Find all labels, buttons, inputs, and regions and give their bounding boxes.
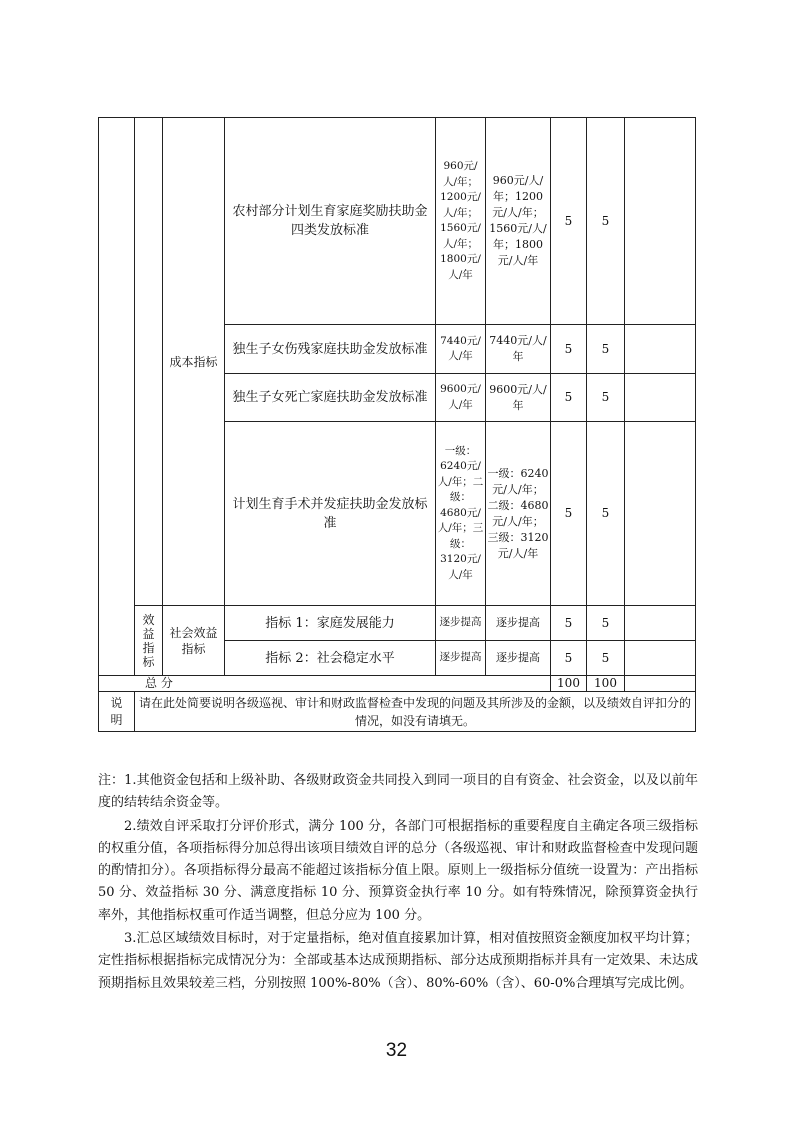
total-label: 总 分 bbox=[99, 676, 551, 692]
indicator-weight: 5 bbox=[551, 422, 587, 606]
indicator-name: 计划生育手术并发症扶助金发放标准 bbox=[225, 422, 436, 606]
indicator-weight: 5 bbox=[551, 606, 587, 641]
description-text: 请在此处简要说明各级巡视、审计和财政监督检查中发现的问题及其所涉及的金额，以及绩效自评扣分的情况，如没有请填无。 bbox=[135, 692, 696, 732]
note-1: 注：1.其他资金包括和上级补助、各级财政资金共同投入到同一项目的自有资金、社会资金，以及以前年度的结转结余资金等。 bbox=[98, 773, 698, 811]
category-benefit: 效益指标 bbox=[135, 606, 163, 676]
indicator-target: 逐步提高 bbox=[436, 641, 486, 676]
total-deduction bbox=[625, 676, 696, 692]
note-3: 3.汇总区域绩效目标时，对于定量指标，绝对值直接累加计算，相对值按照资金额度加权平均计算；定性指标根据指标完成情况分为：全部或基本达成预期指标、部分达成预期指标并具有一定效果、未达成预期指标且效果较差三档，分别按照 100%-80%（含）、80%-60%（含）、60-0%合理填写完成比例。 bbox=[98, 931, 698, 991]
description-row bbox=[99, 692, 696, 732]
indicator-deduction bbox=[625, 422, 696, 606]
note-2: 2.绩效自评采取打分评价形式，满分 100 分，各部门可根据指标的重要程度自主确定各项三级指标的权重分值，各项指标得分加总得出该项目绩效自评的总分（各级巡视、审计和财政监督检查中发现问题的酌情扣分）。各项指标得分最高不能超过该指标分值上限。原则上一级指标分值统一设置为：产出指标 50 分、效益指标 30 分、满意度指标 10 分、预算资金执行率 10 分。如有特殊情况，除预算资金执行率外，其他指标权重可作适当调整，但总分应为 100 分。 bbox=[98, 818, 698, 923]
category-cost: 成本指标 bbox=[163, 118, 225, 606]
table-row bbox=[99, 118, 696, 325]
indicator-score: 5 bbox=[587, 606, 625, 641]
indicator-deduction bbox=[625, 374, 696, 422]
indicator-name: 指标 2：社会稳定水平 bbox=[225, 641, 436, 676]
page-number: 32 bbox=[385, 1040, 408, 1061]
indicator-actual: 9600元/人/年 bbox=[486, 374, 551, 422]
level2-cell bbox=[135, 118, 163, 606]
indicator-deduction bbox=[625, 118, 696, 325]
notes bbox=[98, 770, 698, 995]
category-social-benefit: 社会效益指标 bbox=[163, 606, 225, 676]
indicator-name: 独生子女伤残家庭扶助金发放标准 bbox=[225, 325, 436, 374]
table-row bbox=[99, 606, 696, 641]
indicator-deduction bbox=[625, 641, 696, 676]
indicator-actual: 逐步提高 bbox=[486, 641, 551, 676]
indicator-target: 7440元/人/年 bbox=[436, 325, 486, 374]
performance-table bbox=[98, 117, 696, 732]
indicator-target: 逐步提高 bbox=[436, 606, 486, 641]
indicator-actual: 7440元/人/年 bbox=[486, 325, 551, 374]
indicator-actual: 逐步提高 bbox=[486, 606, 551, 641]
indicator-weight: 5 bbox=[551, 374, 587, 422]
indicator-weight: 5 bbox=[551, 325, 587, 374]
total-weight: 100 bbox=[551, 676, 587, 692]
indicator-score: 5 bbox=[587, 325, 625, 374]
indicator-target: 9600元/人/年 bbox=[436, 374, 486, 422]
indicator-weight: 5 bbox=[551, 118, 587, 325]
total-row bbox=[99, 676, 696, 692]
description-label: 说明 bbox=[99, 692, 135, 732]
indicator-score: 5 bbox=[587, 422, 625, 606]
total-score: 100 bbox=[587, 676, 625, 692]
indicator-score: 5 bbox=[587, 374, 625, 422]
indicator-target: 960元/人/年；1200元/人/年；1560元/人/年；1800元/人/年 bbox=[436, 118, 486, 325]
indicator-weight: 5 bbox=[551, 641, 587, 676]
indicator-deduction bbox=[625, 325, 696, 374]
indicator-actual: 一级：6240元/人/年；二级：4680元/人/年；三级：3120元/人/年 bbox=[486, 422, 551, 606]
indicator-score: 5 bbox=[587, 118, 625, 325]
indicator-actual: 960元/人/年；1200元/人/年；1560元/人/年；1800元/人/年 bbox=[486, 118, 551, 325]
level1-cell bbox=[99, 118, 135, 676]
indicator-score: 5 bbox=[587, 641, 625, 676]
indicator-name: 农村部分计划生育家庭奖励扶助金四类发放标准 bbox=[225, 118, 436, 325]
indicator-target: 一级：6240元/人/年；二级：4680元/人/年；三级：3120元/人/年 bbox=[436, 422, 486, 606]
indicator-name: 指标 1：家庭发展能力 bbox=[225, 606, 436, 641]
indicator-name: 独生子女死亡家庭扶助金发放标准 bbox=[225, 374, 436, 422]
indicator-deduction bbox=[625, 606, 696, 641]
